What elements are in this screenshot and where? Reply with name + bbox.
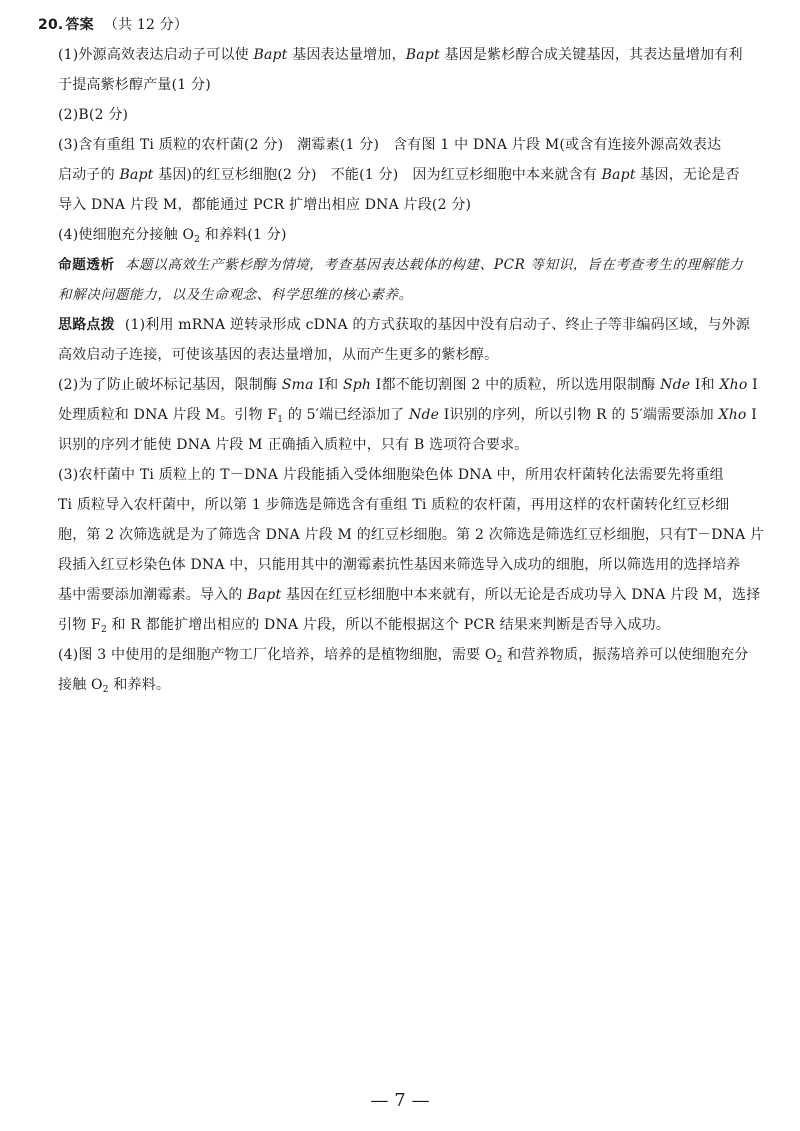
analysis-section xyxy=(58,250,768,310)
thinking-p2-line-2: 处理质粒和 DNA 片段 M。引物 $F_1$ 的 5′端已经添加了 Nde Ⅰ识别的序列，所以引物 R 的 5′端需要添加 Xho Ⅰ xyxy=(58,407,757,425)
enzyme-name: Nde xyxy=(660,377,691,393)
enzyme-name: Xho xyxy=(718,407,747,423)
answer-3-line-1: (3)含有重组 Ti 质粒的农杆菌(2 分) 潮霉素(1 分) 含有图 1 中 DNA 片段 M(或含有连接外源高效表达 xyxy=(58,137,722,153)
enzyme-name: Xho xyxy=(719,377,748,393)
thinking-p3 xyxy=(58,460,768,640)
thinking-p3-line-4: 段插入红豆杉染色体 DNA 中，只能用其中的潮霉素抗性基因来筛选导入成功的细胞，所以筛选用的选择培养 xyxy=(58,557,741,573)
thinking-p3-line-1: (3)农杆菌中 Ti 质粒上的 T－DNA 片段能插入受体细胞染色体 DNA 中，所用农杆菌转化法需要先将重组 xyxy=(58,467,724,483)
answer-1-line-2: 于提高紫杉醇产量(1 分) xyxy=(58,77,211,93)
analysis-line-2: 和解决问题能力，以及生命观念、科学思维的核心素养。 xyxy=(58,287,413,303)
answer-content xyxy=(38,10,768,700)
thinking-p1-line-1: 思路点拨 (1)利用 mRNA 逆转录形成 cDNA 的方式获取的基因中没有启动子、终止子等非编码区域，与外源 xyxy=(58,317,751,333)
thinking-p3-line-5: 基中需要添加潮霉素。导入的 Bapt 基因在红豆杉细胞中本来就有，所以无论是否成功导入 DNA 片段 M，选择 xyxy=(58,587,761,603)
thinking-p4-line-1: (4)图 3 中使用的是细胞产物工厂化培养，培养的是植物细胞，需要 $O_2$ 和营养物质，振荡培养可以使细胞充分 xyxy=(58,647,749,665)
gene-name: Bapt xyxy=(119,167,154,183)
question-number: 20. xyxy=(38,17,64,33)
question-score: （共 12 分） xyxy=(103,17,189,33)
enzyme-name: Nde xyxy=(409,407,440,423)
answer-2: (2)B(2 分) xyxy=(58,107,129,123)
thinking-p1-line-2: 高效启动子连接，可使该基因的表达量增加，从而产生更多的紫杉醇。 xyxy=(58,347,499,363)
thinking-p2-line-3: 识别的序列才能使 DNA 片段 M 正确插入质粒中，只有 B 选项符合要求。 xyxy=(58,437,529,453)
gene-name: Bapt xyxy=(253,47,288,63)
enzyme-name: Sma xyxy=(281,377,314,393)
answer-3 xyxy=(58,130,768,220)
gene-name: Bapt xyxy=(601,167,636,183)
thinking-p2 xyxy=(58,370,768,460)
thinking-tag: 思路点拨 xyxy=(58,317,115,333)
answer-1-line-1: (1)外源高效表达启动子可以使 Bapt 基因表达量增加，Bapt 基因是紫杉醇合成关键基因，其表达量增加有利 xyxy=(58,47,743,63)
analysis-tag: 命题透析 xyxy=(58,257,115,273)
gene-name: Bapt xyxy=(247,587,282,603)
thinking-p4 xyxy=(58,640,768,700)
question-heading xyxy=(38,10,768,40)
thinking-p2-line-1: (2)为了防止破坏标记基因，限制酶 Sma Ⅰ和 Sph Ⅰ都不能切割图 2 中的质粒，所以选用限制酶 Nde Ⅰ和 Xho Ⅰ xyxy=(58,377,758,393)
answer-4: (4)使细胞充分接触 $O_2$ 和养料(1 分) xyxy=(58,227,287,245)
thinking-p3-line-6: 引物 $F_2$ 和 R 都能扩增出相应的 DNA 片段，所以不能根据这个 PCR 结果来判断是否导入成功。 xyxy=(58,617,671,635)
thinking-p3-line-2: Ti 质粒导入农杆菌中，所以第 1 步筛选是筛选含有重组 Ti 质粒的农杆菌，再用这样的农杆菌转化红豆杉细 xyxy=(58,497,730,513)
answer-1 xyxy=(58,40,768,100)
answer-3-line-2: 启动子的 Bapt 基因)的红豆杉细胞(2 分) 不能(1 分) 因为红豆杉细胞中本来就含有 Bapt 基因，无论是否 xyxy=(58,167,740,183)
thinking-p3-line-3: 胞，第 2 次筛选就是为了筛选含 DNA 片段 M 的红豆杉细胞。第 2 次筛选是筛选红豆杉细胞，只有T－DNA 片 xyxy=(58,527,765,543)
enzyme-name: Sph xyxy=(342,377,372,393)
analysis-line-1: 命题透析 本题以高效生产紫杉醇为情境，考查基因表达载体的构建、PCR 等知识，旨在考查考生的理解能力 xyxy=(58,257,744,273)
thinking-p1 xyxy=(58,310,768,370)
answer-3-line-3: 导入 DNA 片段 M，都能通过 PCR 扩增出相应 DNA 片段(2 分) xyxy=(58,197,472,213)
page-number: — 7 — xyxy=(370,1090,430,1111)
gene-name: Bapt xyxy=(405,47,440,63)
thinking-p4-line-2: 接触 $O_2$ 和养料。 xyxy=(58,677,171,695)
answer-label: 答案 xyxy=(65,17,94,33)
